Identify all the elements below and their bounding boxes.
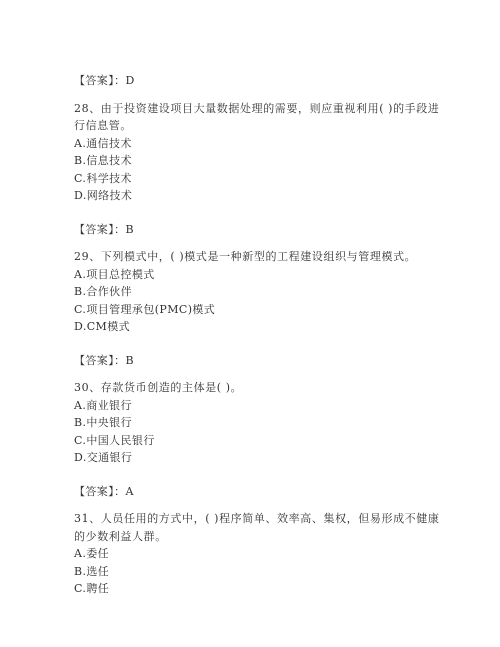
answer-line: 【答案】：B <box>74 353 134 367</box>
option-c: C.中国人民银行 <box>74 433 155 447</box>
spacer <box>74 205 444 221</box>
document-page <box>74 72 444 598</box>
option-a: A.通信技术 <box>74 136 132 150</box>
option-a: A.商业银行 <box>74 398 132 412</box>
option-a: A.委任 <box>74 547 110 560</box>
option-d: D.CM模式 <box>74 320 131 333</box>
option-b: B.中央银行 <box>74 416 132 429</box>
option-d: D.交通银行 <box>74 451 133 464</box>
option-a: A.项目总控模式 <box>74 267 155 281</box>
spacer <box>74 467 444 483</box>
spacer <box>74 336 444 352</box>
option-c: C.项目管理承包(PMC)模式 <box>74 302 216 316</box>
option-b: B.信息技术 <box>74 154 132 167</box>
answer-line: 【答案】：A <box>74 484 134 498</box>
question-text: 30、存款货币创造的主体是( )。 <box>74 381 243 394</box>
option-c: C.科学技术 <box>74 171 132 185</box>
question-block-30 <box>74 379 444 500</box>
question-block-31 <box>74 510 444 598</box>
answer-line: 【答案】：B <box>74 222 134 236</box>
answer-line: 【答案】：D <box>74 74 135 87</box>
option-d: D.网络技术 <box>74 189 133 202</box>
question-text: 28、由于投资建设项目大量数据处理的需要，则应重视利用( )的手段进行信息管。 <box>74 101 440 132</box>
question-text: 31、人员任用的方式中，( )程序简单、效率高、集权，但易形成不健康的少数利益人群。 <box>74 512 440 543</box>
question-block-28 <box>74 100 444 239</box>
question-block-29 <box>74 248 444 369</box>
option-b: B.合作伙伴 <box>74 285 132 298</box>
option-c: C.聘任 <box>74 582 110 595</box>
question-text: 29、下列模式中，( )模式是一种新型的工程建设组织与管理模式。 <box>74 250 417 263</box>
option-b: B.选任 <box>74 564 110 578</box>
